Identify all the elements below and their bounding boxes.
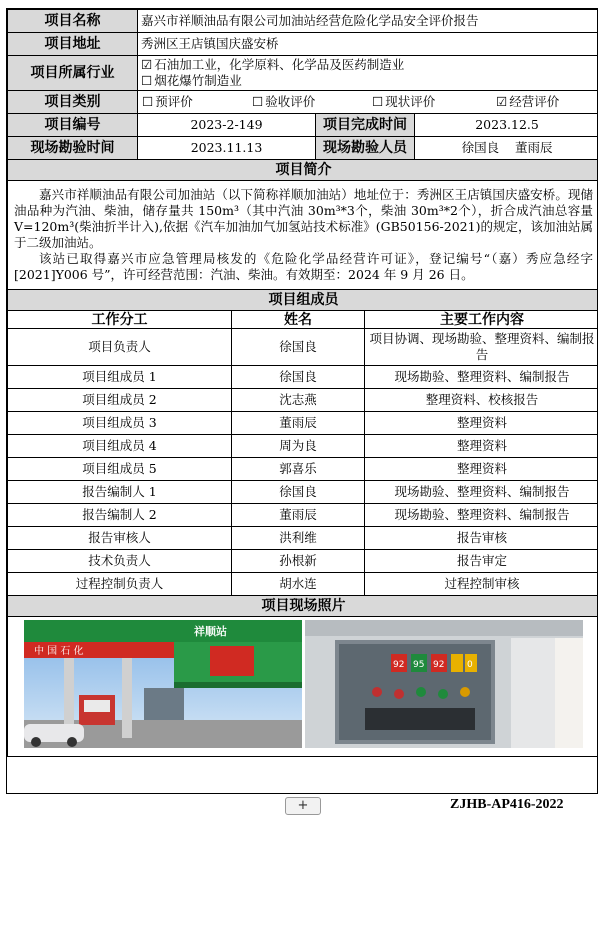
members-header-name: 姓名 [232, 311, 365, 329]
members-header-role: 工作分工 [8, 311, 232, 329]
pump-label-2: 95 [413, 660, 425, 670]
member-name: 洪利维 [232, 527, 365, 550]
member-duties: 报告审核 [365, 527, 599, 550]
member-name: 沈志燕 [232, 389, 365, 412]
member-name: 郭喜乐 [232, 458, 365, 481]
category-options [138, 91, 599, 114]
surveyors-value: 徐国良 董雨辰 [415, 137, 599, 160]
member-row [8, 527, 599, 550]
project-number-value: 2023-2-149 [138, 114, 316, 137]
member-duties: 整理资料 [365, 412, 599, 435]
members-title: 项目组成员 [8, 290, 599, 311]
intro-body [8, 181, 599, 290]
member-role: 报告审核人 [8, 527, 232, 550]
category-label: 项目类别 [8, 91, 138, 114]
member-role: 报告编制人 2 [8, 504, 232, 527]
member-role: 项目组成员 1 [8, 366, 232, 389]
pump-label-3: 92 [433, 660, 445, 670]
member-name: 孙根新 [232, 550, 365, 573]
member-row [8, 366, 599, 389]
project-address-value: 秀洲区王店镇国庆盛安桥 [138, 33, 599, 56]
completion-time-value: 2023.12.5 [415, 114, 599, 137]
document-code: ZJHB-AP416-2022 [450, 797, 564, 812]
member-role: 项目组成员 5 [8, 458, 232, 481]
industry-option-fireworks[interactable]: ☐ 烟花爆竹制造业 [141, 73, 242, 88]
member-row [8, 389, 599, 412]
category-option-pre[interactable]: ☐ 预评价 [142, 94, 193, 109]
member-role: 项目组成员 2 [8, 389, 232, 412]
checkbox-checked-icon: ☑ [496, 94, 508, 109]
member-row [8, 435, 599, 458]
project-address-label: 项目地址 [8, 33, 138, 56]
category-option-operation[interactable]: ☑ 经营评价 [496, 94, 560, 109]
member-role: 过程控制负责人 [8, 573, 232, 596]
member-name: 周为良 [232, 435, 365, 458]
photos-title: 项目现场照片 [8, 596, 599, 617]
member-row [8, 458, 599, 481]
member-duties: 报告审定 [365, 550, 599, 573]
member-name: 董雨辰 [232, 412, 365, 435]
fuel-dispenser-photo [305, 620, 583, 748]
industry-label: 项目所属行业 [8, 56, 138, 91]
intro-title: 项目简介 [8, 160, 599, 181]
industry-option-petroleum[interactable]: ☑ 石油加工业，化学原料、化学品及医药制造业 [141, 57, 405, 72]
checkbox-checked-icon: ☑ [141, 57, 153, 72]
member-name: 徐国良 [232, 366, 365, 389]
checkbox-empty-icon: ☐ [252, 94, 264, 109]
pump-label-4: 0 [467, 660, 473, 670]
industry-options [138, 56, 599, 91]
member-name: 徐国良 [232, 329, 365, 366]
survey-time-value: 2023.11.13 [138, 137, 316, 160]
member-row [8, 504, 599, 527]
pump-label-1: 92 [393, 660, 405, 670]
category-option-status[interactable]: ☐ 现状评价 [372, 94, 436, 109]
station-sign-text: 祥顺站 [194, 625, 227, 638]
member-role: 项目组成员 4 [8, 435, 232, 458]
project-number-label: 项目编号 [8, 114, 138, 137]
member-row [8, 481, 599, 504]
member-duties: 现场勘验、整理资料、编制报告 [365, 481, 599, 504]
gas-station-photo [24, 620, 302, 748]
surveyors-label: 现场勘验人员 [316, 137, 415, 160]
member-duties: 过程控制审核 [365, 573, 599, 596]
intro-paragraph-2: 该站已取得嘉兴市应急管理局核发的《危险化学品经营许可证》，登记编号“（嘉）秀应急经字[2021]Y006 号”，许可经营范围：汽油、柴油。有效期至：2024 年 9 月 26 日。 [14, 251, 594, 282]
member-row [8, 550, 599, 573]
member-duties: 现场勘验、整理资料、编制报告 [365, 504, 599, 527]
members-header-duties: 主要工作内容 [365, 311, 599, 329]
member-duties: 项目协调、现场勘验、整理资料、编制报告 [365, 329, 599, 366]
intro-paragraph-1: 嘉兴市祥顺油品有限公司加油站（以下简称祥顺加油站）地址位于：秀洲区王店镇国庆盛安桥。现储油品种为汽油、柴油，储存量共 150m³（其中汽油 30m³*3个，柴油 30m³*2个），折合成汽油总容量 V=120m³(柴油折半计入),依据《汽车加油加气加氢站技术标准》(GB50156-2021)的规定，该加油站属于二级加油站。 [14, 187, 594, 250]
member-role: 项目负责人 [8, 329, 232, 366]
survey-time-label: 现场勘验时间 [8, 137, 138, 160]
member-row [8, 412, 599, 435]
project-name-value: 嘉兴市祥顺油品有限公司加油站经营危险化学品安全评价报告 [138, 10, 599, 33]
member-duties: 整理资料、校核报告 [365, 389, 599, 412]
report-sheet [6, 8, 598, 794]
member-duties: 整理资料 [365, 435, 599, 458]
photos-cell [8, 617, 599, 757]
header-table [7, 9, 598, 290]
member-name: 徐国良 [232, 481, 365, 504]
member-row [8, 329, 599, 366]
member-name: 董雨辰 [232, 504, 365, 527]
completion-time-label: 项目完成时间 [316, 114, 415, 137]
checkbox-empty-icon: ☐ [141, 73, 153, 88]
member-row [8, 573, 599, 596]
project-name-label: 项目名称 [8, 10, 138, 33]
add-button[interactable]: + [285, 797, 321, 815]
checkbox-empty-icon: ☐ [372, 94, 384, 109]
member-role: 报告编制人 1 [8, 481, 232, 504]
svg-text:中 国 石 化: 中 国 石 化 [34, 646, 84, 657]
member-role: 技术负责人 [8, 550, 232, 573]
member-name: 胡水连 [232, 573, 365, 596]
members-table [7, 289, 598, 757]
category-option-acceptance[interactable]: ☐ 验收评价 [252, 94, 316, 109]
member-duties: 现场勘验、整理资料、编制报告 [365, 366, 599, 389]
member-role: 项目组成员 3 [8, 412, 232, 435]
checkbox-empty-icon: ☐ [142, 94, 154, 109]
member-duties: 整理资料 [365, 458, 599, 481]
